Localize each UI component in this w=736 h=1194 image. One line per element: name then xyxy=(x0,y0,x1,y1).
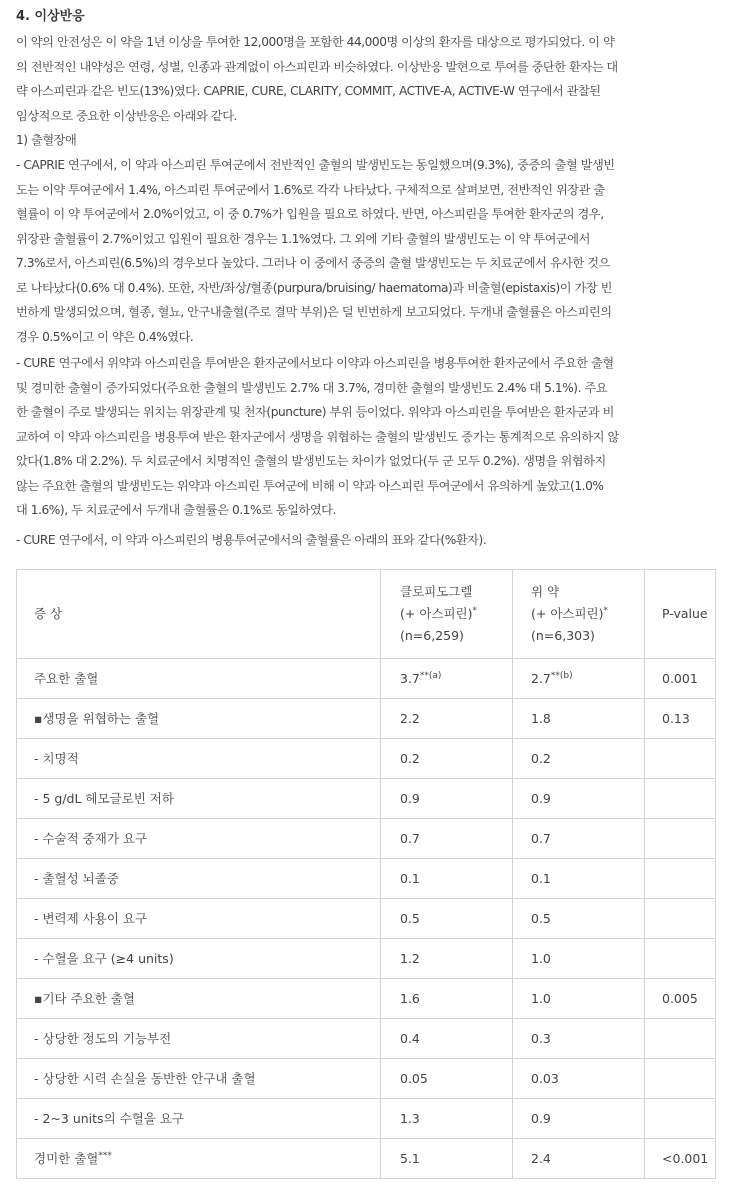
header-placebo-mark: * xyxy=(603,606,609,616)
caprie-line: - CAPRIE 연구에서, 이 약과 아스피린 투여군에서 전반적인 출혈의 발생빈도는 동일했으며(9.3%), 중증의 출혈 발생빈 xyxy=(16,158,615,172)
row-label-text: ▪기타 주요한 출혈 xyxy=(34,990,135,1006)
header-clopidogrel xyxy=(381,570,513,659)
row-clopidogrel-value-text: 5.1 xyxy=(400,1150,420,1166)
row-clopidogrel-value-text: 0.7 xyxy=(400,830,420,846)
row-placebo-value xyxy=(513,979,645,1019)
row-label xyxy=(17,659,381,699)
row-clopidogrel-value xyxy=(381,779,513,819)
table-row xyxy=(17,939,716,979)
row-placebo-value-text: 0.9 xyxy=(531,1110,551,1126)
caprie-line: 도는 이약 투여군에서 1.4%, 아스피린 투여군에서 1.6%로 각각 나타났다. 구체적으로 살펴보면, 전반적인 위장관 출 xyxy=(16,182,605,197)
row-placebo-value-text: 1.0 xyxy=(531,950,551,966)
cure-line: 교하여 이 약과 아스피린을 병용투여 받은 환자군에서 생명을 위협하는 출혈의 발생빈도 증가는 통계적으로 유의하지 않 xyxy=(16,429,619,444)
intro-line: 략 아스피린과 같은 빈도(13%)였다. CAPRIE, CURE, CLARITY, COMMIT, ACTIVE-A, ACTIVE-W 연구에서 관찰된 xyxy=(16,84,601,98)
row-clopidogrel-value xyxy=(381,1139,513,1179)
row-clopidogrel-value xyxy=(381,1099,513,1139)
header-clopidogrel-name: 클로피도그렐 xyxy=(400,584,473,599)
header-placebo-sub: (+ 아스피린) xyxy=(531,606,604,621)
row-label-text: - 수혈을 요구 (≥4 units) xyxy=(34,950,174,966)
row-pvalue xyxy=(645,859,716,899)
header-clopidogrel-n: (n=6,259) xyxy=(400,628,464,643)
row-clopidogrel-value xyxy=(381,979,513,1019)
row-clopidogrel-value xyxy=(381,699,513,739)
header-symptom: 증 상 xyxy=(17,570,381,659)
row-label xyxy=(17,1059,381,1099)
row-pvalue xyxy=(645,659,716,699)
row-placebo-value xyxy=(513,659,645,699)
row-placebo-value xyxy=(513,1019,645,1059)
row-label-text: - 변력제 사용이 요구 xyxy=(34,910,148,926)
row-placebo-value xyxy=(513,739,645,779)
cure-line: 및 경미한 출혈이 증가되었다(주요한 출혈의 발생빈도 2.7% 대 3.7%, 경미한 출혈의 발생빈도 2.4% 대 5.1%). 주요 xyxy=(16,380,608,395)
cure-line: 한 출혈이 주로 발생되는 위치는 위장관계 및 천자(puncture) 부위 등이었다. 위약과 아스피린을 투여받은 환자군과 비 xyxy=(16,405,614,419)
table-row xyxy=(17,659,716,699)
cure-line: - CURE 연구에서 위약과 아스피린을 투여받은 환자군에서보다 이약과 아스피린을 병용투여한 환자군에서 주요한 출혈 xyxy=(16,356,614,370)
row-placebo-value-text: 0.03 xyxy=(531,1070,559,1086)
row-label-text: - 5 g/dL 헤모글로빈 저하 xyxy=(34,790,174,806)
row-placebo-value xyxy=(513,939,645,979)
row-placebo-value-text: 2.4 xyxy=(531,1150,551,1166)
table-row xyxy=(17,979,716,1019)
cure-line: 않는 주요한 출혈의 발생빈도는 위약과 아스피린 투여군에 비해 이 약과 아스피린 투여군에서 유의하게 높았고(1.0% xyxy=(16,478,604,493)
row-label-text: 경미한 출혈 xyxy=(34,1150,99,1166)
row-placebo-value-footnote: **(b) xyxy=(550,670,573,681)
row-placebo-value-text: 0.7 xyxy=(531,830,551,846)
row-clopidogrel-value xyxy=(381,939,513,979)
row-clopidogrel-value-text: 3.7 xyxy=(400,670,420,686)
row-pvalue xyxy=(645,939,716,979)
row-placebo-value-text: 0.3 xyxy=(531,1030,551,1046)
row-clopidogrel-value-text: 1.3 xyxy=(400,1110,420,1126)
header-clopidogrel-mark: * xyxy=(472,606,478,616)
bleeding-rates-table xyxy=(16,569,716,1179)
row-placebo-value-text: 2.7 xyxy=(531,670,551,686)
row-clopidogrel-value xyxy=(381,1059,513,1099)
row-placebo-value xyxy=(513,819,645,859)
row-pvalue xyxy=(645,1139,716,1179)
header-pvalue: P-value xyxy=(645,570,716,659)
caprie-paragraph xyxy=(16,153,722,349)
row-clopidogrel-value-text: 0.9 xyxy=(400,790,420,806)
row-label xyxy=(17,739,381,779)
row-clopidogrel-value-text: 0.5 xyxy=(400,910,420,926)
row-label xyxy=(17,859,381,899)
cure-paragraph xyxy=(16,351,722,523)
row-label xyxy=(17,899,381,939)
caprie-line: 로 나타났다(0.6% 대 0.4%). 또한, 자반/좌상/혈종(purpura/bruising/ haematoma)과 비출혈(epistaxis)이 가장 빈 xyxy=(16,280,612,295)
row-clopidogrel-value-text: 0.05 xyxy=(400,1070,428,1086)
row-clopidogrel-value-text: 0.1 xyxy=(400,870,420,886)
table-row xyxy=(17,859,716,899)
row-placebo-value xyxy=(513,699,645,739)
row-pvalue-text: 0.001 xyxy=(662,670,698,686)
row-pvalue xyxy=(645,979,716,1019)
cure-line: 대 1.6%), 두 치료군에서 두개내 출혈률은 0.1%로 동일하였다. xyxy=(16,503,336,517)
row-placebo-value xyxy=(513,859,645,899)
row-pvalue xyxy=(645,699,716,739)
row-label-footnote: *** xyxy=(98,1150,112,1161)
subheading: 1) 출혈장애 xyxy=(16,133,77,147)
row-label xyxy=(17,819,381,859)
row-label-text: 주요한 출혈 xyxy=(34,670,99,686)
row-pvalue xyxy=(645,1099,716,1139)
row-label xyxy=(17,939,381,979)
row-pvalue xyxy=(645,739,716,779)
header-placebo-name: 위 약 xyxy=(531,584,560,599)
row-placebo-value xyxy=(513,1059,645,1099)
caprie-line: 7.3%로서, 아스피린(6.5%)의 경우보다 높았다. 그러나 이 중에서 중증의 출혈 발생빈도는 두 치료군에서 유사한 것으 xyxy=(16,256,610,270)
row-label-text: - 상당한 정도의 기능부전 xyxy=(34,1030,172,1046)
table-row xyxy=(17,699,716,739)
row-placebo-value xyxy=(513,779,645,819)
table-row xyxy=(17,1059,716,1099)
header-placebo-sub-line xyxy=(531,603,644,625)
row-pvalue-text: 0.005 xyxy=(662,990,698,1006)
caprie-line: 위장관 출혈률이 2.7%이었고 입원이 필요한 경우는 1.1%였다. 그 외에 기타 출혈의 발생빈도는 이 약 투여군에서 xyxy=(16,231,590,246)
row-clopidogrel-value xyxy=(381,1019,513,1059)
row-label xyxy=(17,1139,381,1179)
row-label-text: - 2~3 units의 수혈을 요구 xyxy=(34,1110,184,1126)
row-label-text: - 출혈성 뇌졸중 xyxy=(34,870,119,886)
row-placebo-value-text: 1.0 xyxy=(531,990,551,1006)
row-pvalue xyxy=(645,899,716,939)
header-placebo-n: (n=6,303) xyxy=(531,628,595,643)
caprie-line: 혈률이 이 약 투여군에서 2.0%이었고, 이 중 0.7%가 입원을 필요로 하였다. 반면, 아스피린을 투여한 환자군의 경우, xyxy=(16,207,604,221)
header-clopidogrel-sub-line xyxy=(400,603,512,625)
row-clopidogrel-value-footnote: **(a) xyxy=(419,670,442,681)
table-row xyxy=(17,739,716,779)
row-placebo-value-text: 0.5 xyxy=(531,910,551,926)
table-row xyxy=(17,899,716,939)
row-clopidogrel-value-text: 1.2 xyxy=(400,950,420,966)
row-placebo-value xyxy=(513,899,645,939)
intro-paragraph xyxy=(16,30,722,128)
row-placebo-value-text: 0.2 xyxy=(531,750,551,766)
table-row xyxy=(17,1139,716,1179)
header-placebo xyxy=(513,570,645,659)
row-clopidogrel-value xyxy=(381,859,513,899)
caprie-line: 경우 0.5%이고 이 약은 0.4%였다. xyxy=(16,329,194,344)
section-title: 4. 이상반응 xyxy=(16,9,85,24)
row-label-text: ▪생명을 위협하는 출혈 xyxy=(34,710,160,726)
row-label-text: - 수술적 중재가 요구 xyxy=(34,830,148,846)
row-pvalue-text: 0.13 xyxy=(662,710,690,726)
row-label xyxy=(17,979,381,1019)
row-clopidogrel-value xyxy=(381,899,513,939)
intro-line: 의 전반적인 내약성은 연령, 성별, 인종과 관계없이 아스피린과 비슷하였다. 이상반응 발현으로 투여를 중단한 환자는 대 xyxy=(16,59,618,74)
table-header-row xyxy=(17,570,716,659)
row-label xyxy=(17,1019,381,1059)
cure-line: 았다(1.8% 대 2.2%). 두 치료군에서 치명적인 출혈의 발생빈도는 차이가 없었다(두 군 모두 0.2%). 생명을 위협하지 xyxy=(16,454,606,468)
row-clopidogrel-value xyxy=(381,659,513,699)
table-row xyxy=(17,1099,716,1139)
table-intro: - CURE 연구에서, 이 약과 아스피린의 병용투여군에서의 출혈률은 아래의 표와 같다(%환자). xyxy=(16,533,487,547)
row-label xyxy=(17,1099,381,1139)
row-pvalue xyxy=(645,1019,716,1059)
row-placebo-value-text: 0.1 xyxy=(531,870,551,886)
row-label xyxy=(17,779,381,819)
row-pvalue xyxy=(645,819,716,859)
row-placebo-value-text: 1.8 xyxy=(531,710,551,726)
row-pvalue xyxy=(645,779,716,819)
table-row xyxy=(17,819,716,859)
row-pvalue xyxy=(645,1059,716,1099)
row-clopidogrel-value-text: 0.2 xyxy=(400,750,420,766)
row-placebo-value xyxy=(513,1139,645,1179)
row-pvalue-text: <0.001 xyxy=(662,1150,709,1166)
intro-line: 임상적으로 중요한 이상반응은 아래와 같다. xyxy=(16,108,237,123)
table-row xyxy=(17,1019,716,1059)
row-clopidogrel-value-text: 1.6 xyxy=(400,990,420,1006)
intro-line: 이 약의 안전성은 이 약을 1년 이상을 투여한 12,000명을 포함한 44,000명 이상의 환자를 대상으로 평가되었다. 이 약 xyxy=(16,35,615,49)
caprie-line: 번하게 발생되었으며, 혈종, 혈뇨, 안구내출혈(주로 결막 부위)은 덜 빈번하게 보고되었다. 두개내 출혈률은 아스피린의 xyxy=(16,305,612,319)
row-placebo-value xyxy=(513,1099,645,1139)
row-label xyxy=(17,699,381,739)
header-clopidogrel-sub: (+ 아스피린) xyxy=(400,606,473,621)
row-clopidogrel-value-text: 0.4 xyxy=(400,1030,420,1046)
row-clopidogrel-value xyxy=(381,819,513,859)
row-label-text: - 치명적 xyxy=(34,750,79,766)
table-row xyxy=(17,779,716,819)
row-clopidogrel-value xyxy=(381,739,513,779)
row-placebo-value-text: 0.9 xyxy=(531,790,551,806)
row-label-text: - 상당한 시력 손실을 동반한 안구내 출혈 xyxy=(34,1070,256,1086)
row-clopidogrel-value-text: 2.2 xyxy=(400,710,420,726)
